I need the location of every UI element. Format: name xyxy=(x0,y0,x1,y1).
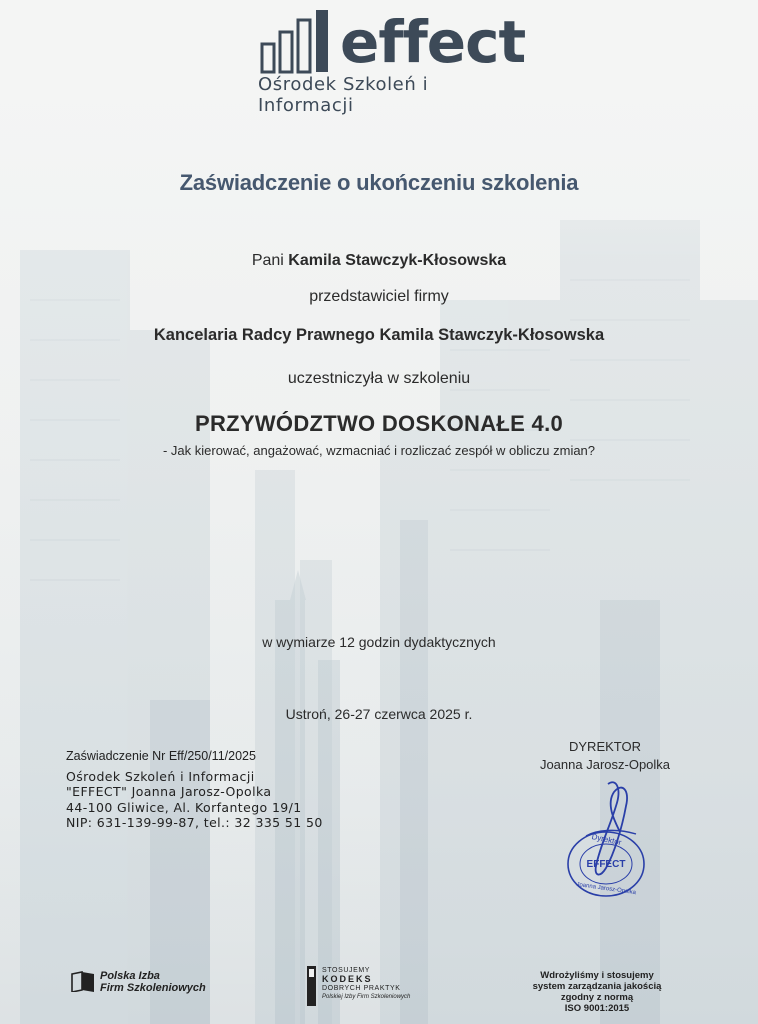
representative-text: przedstawiciel firmy xyxy=(309,288,449,305)
logo-wordmark: effect xyxy=(340,8,526,76)
issuer-org-line1: Ośrodek Szkoleń i Informacji xyxy=(66,768,255,784)
pifs-book-icon xyxy=(70,970,96,992)
issuer-org-line2: "EFFECT" Joanna Jarosz-Opolka xyxy=(66,784,272,799)
kodeks-bar-icon xyxy=(306,966,318,1006)
recipient-prefix: Pani xyxy=(251,252,284,269)
participation-text: uczestniczyła w szkoleniu xyxy=(287,370,471,387)
issuer-contact: NIP: 631-139-99-87, tel.: 32 335 51 50 xyxy=(66,815,323,830)
recipient-line xyxy=(0,252,758,270)
recipient-name: Kamila Stawczyk-Kłosowska xyxy=(288,252,507,269)
director-role: DYREKTOR xyxy=(569,739,641,754)
bar-chart-logo-icon xyxy=(258,10,338,74)
director-signature-stamp xyxy=(556,776,656,906)
certificate-number: Zaświadczenie Nr Eff/250/11/2025 xyxy=(66,749,256,763)
pifs-logo xyxy=(70,966,230,1002)
issuer-address: 44-100 Gliwice, Al. Korfantego 19/1 xyxy=(66,799,302,815)
course-title: PRZYWÓDZTWO DOSKONAŁE 4.0 xyxy=(194,411,564,436)
hours-text: w wymiarze 12 godzin dydaktycznych xyxy=(262,634,496,650)
kodeks-logo xyxy=(304,966,454,1012)
company-name: Kancelaria Radcy Prawnego Kamila Stawczyk-Kłosowska xyxy=(153,326,605,344)
certificate-title: Zaświadczenie o ukończeniu szkolenia xyxy=(179,170,579,195)
kodeks-text: STOSUJEMY KODEKS DOBRYCH PRAKTYK Polskiej Izby Firm Szkoleniowych xyxy=(322,967,411,1000)
svg-text:Dyrektor: Dyrektor xyxy=(590,832,623,848)
svg-text:EFFECT: EFFECT xyxy=(586,859,626,870)
course-subtitle: - Jak kierować, angażować, wzmacniać i rozliczać zespół w obliczu zmian? xyxy=(162,443,596,458)
director-block xyxy=(520,738,690,774)
pifs-text: Polska Izba Firm Szkoleniowych xyxy=(100,970,206,994)
issuer-block xyxy=(66,749,323,831)
director-name: Joanna Jarosz-Opolka xyxy=(539,757,671,772)
place-date: Ustroń, 26-27 czerwca 2025 r. xyxy=(285,706,473,722)
effect-logo xyxy=(258,8,526,116)
svg-text:Joanna Jarosz-Opolka: Joanna Jarosz-Opolka xyxy=(575,881,637,897)
iso-statement: Wdrożyliśmy i stosujemy system zarządzania jakością zgodny z normą ISO 9001:2015 xyxy=(532,970,662,1014)
logo-subtitle: Ośrodek Szkoleń i Informacji xyxy=(258,74,429,116)
